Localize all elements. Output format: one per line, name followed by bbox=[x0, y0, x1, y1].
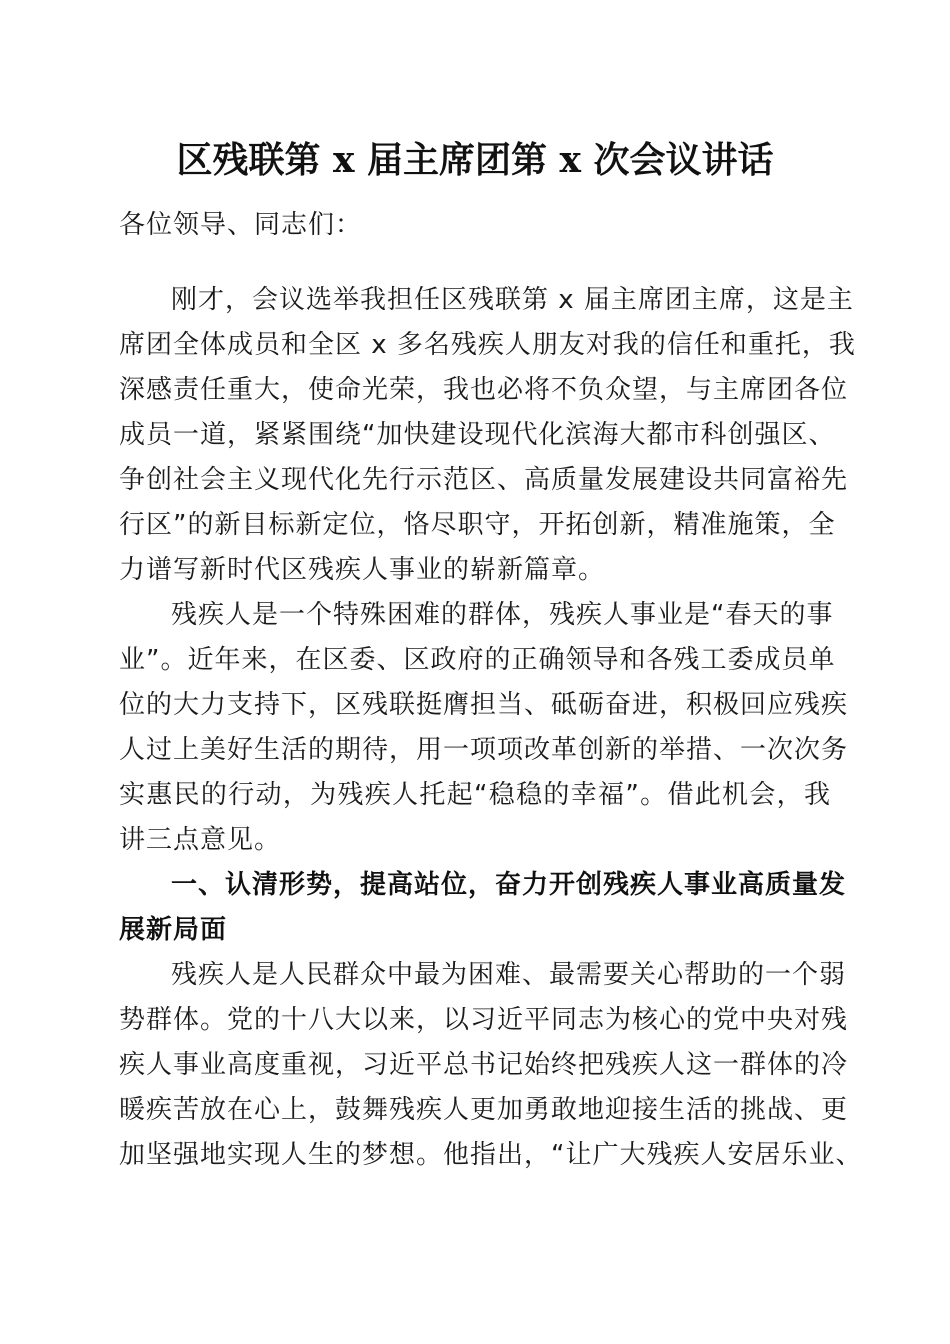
section-heading bbox=[119, 863, 847, 953]
text-line: 刚才，会议选举我担任区残联第 x 届主席团主席，这是主 bbox=[171, 285, 854, 315]
paragraph bbox=[119, 593, 849, 863]
salutation: 各位领导、同志们： bbox=[119, 210, 363, 240]
text-line: 残疾人是一个特殊困难的群体，残疾人事业是“春天的事 bbox=[171, 600, 834, 630]
text-line: 暖疾苦放在心上，鼓舞残疾人更加勇敢地迎接生活的挑战、更 bbox=[119, 1095, 849, 1125]
document-body bbox=[119, 278, 863, 1178]
text-line: 加坚强地实现人生的梦想。他指出，“让广大残疾人安居乐业、 bbox=[119, 1140, 863, 1170]
text-line: 深感责任重大，使命光荣，我也必将不负众望，与主席团各位 bbox=[119, 375, 849, 405]
text-line: 人过上美好生活的期待，用一项项改革创新的举措、一次次务 bbox=[119, 735, 849, 765]
text-line: 成员一道，紧紧围绕“加快建设现代化滨海大都市科创强区、 bbox=[119, 420, 836, 450]
text-line: 行区”的新目标新定位，恪尽职守，开拓创新，精准施策，全 bbox=[119, 510, 836, 540]
text-line: 展新局面 bbox=[119, 915, 228, 945]
text-line: 讲三点意见。 bbox=[119, 825, 282, 855]
document-title: 区残联第 x 届主席团第 x 次会议讲话 bbox=[176, 139, 774, 181]
text-line: 力谱写新时代区残疾人事业的崭新篇章。 bbox=[119, 555, 606, 585]
text-line: 业”。近年来，在区委、区政府的正确领导和各残工委成员单 bbox=[119, 645, 836, 675]
paragraph bbox=[119, 278, 856, 593]
text-line: 势群体。党的十八大以来，以习近平同志为核心的党中央对残 bbox=[119, 1005, 849, 1035]
text-line: 疾人事业高度重视，习近平总书记始终把残疾人这一群体的冷 bbox=[119, 1050, 849, 1080]
text-line: 残疾人是人民群众中最为困难、最需要关心帮助的一个弱 bbox=[171, 960, 847, 990]
paragraph bbox=[119, 953, 863, 1178]
text-line: 席团全体成员和全区 x 多名残疾人朋友对我的信任和重托，我 bbox=[119, 330, 856, 360]
text-line: 争创社会主义现代化先行示范区、高质量发展建设共同富裕先 bbox=[119, 465, 849, 495]
text-line: 位的大力支持下，区残联挺膺担当、砥砺奋进，积极回应残疾 bbox=[119, 690, 849, 720]
text-line: 一、认清形势，提高站位，奋力开创残疾人事业高质量发 bbox=[171, 870, 847, 900]
text-line: 实惠民的行动，为残疾人托起“稳稳的幸福”。借此机会，我 bbox=[119, 780, 831, 810]
